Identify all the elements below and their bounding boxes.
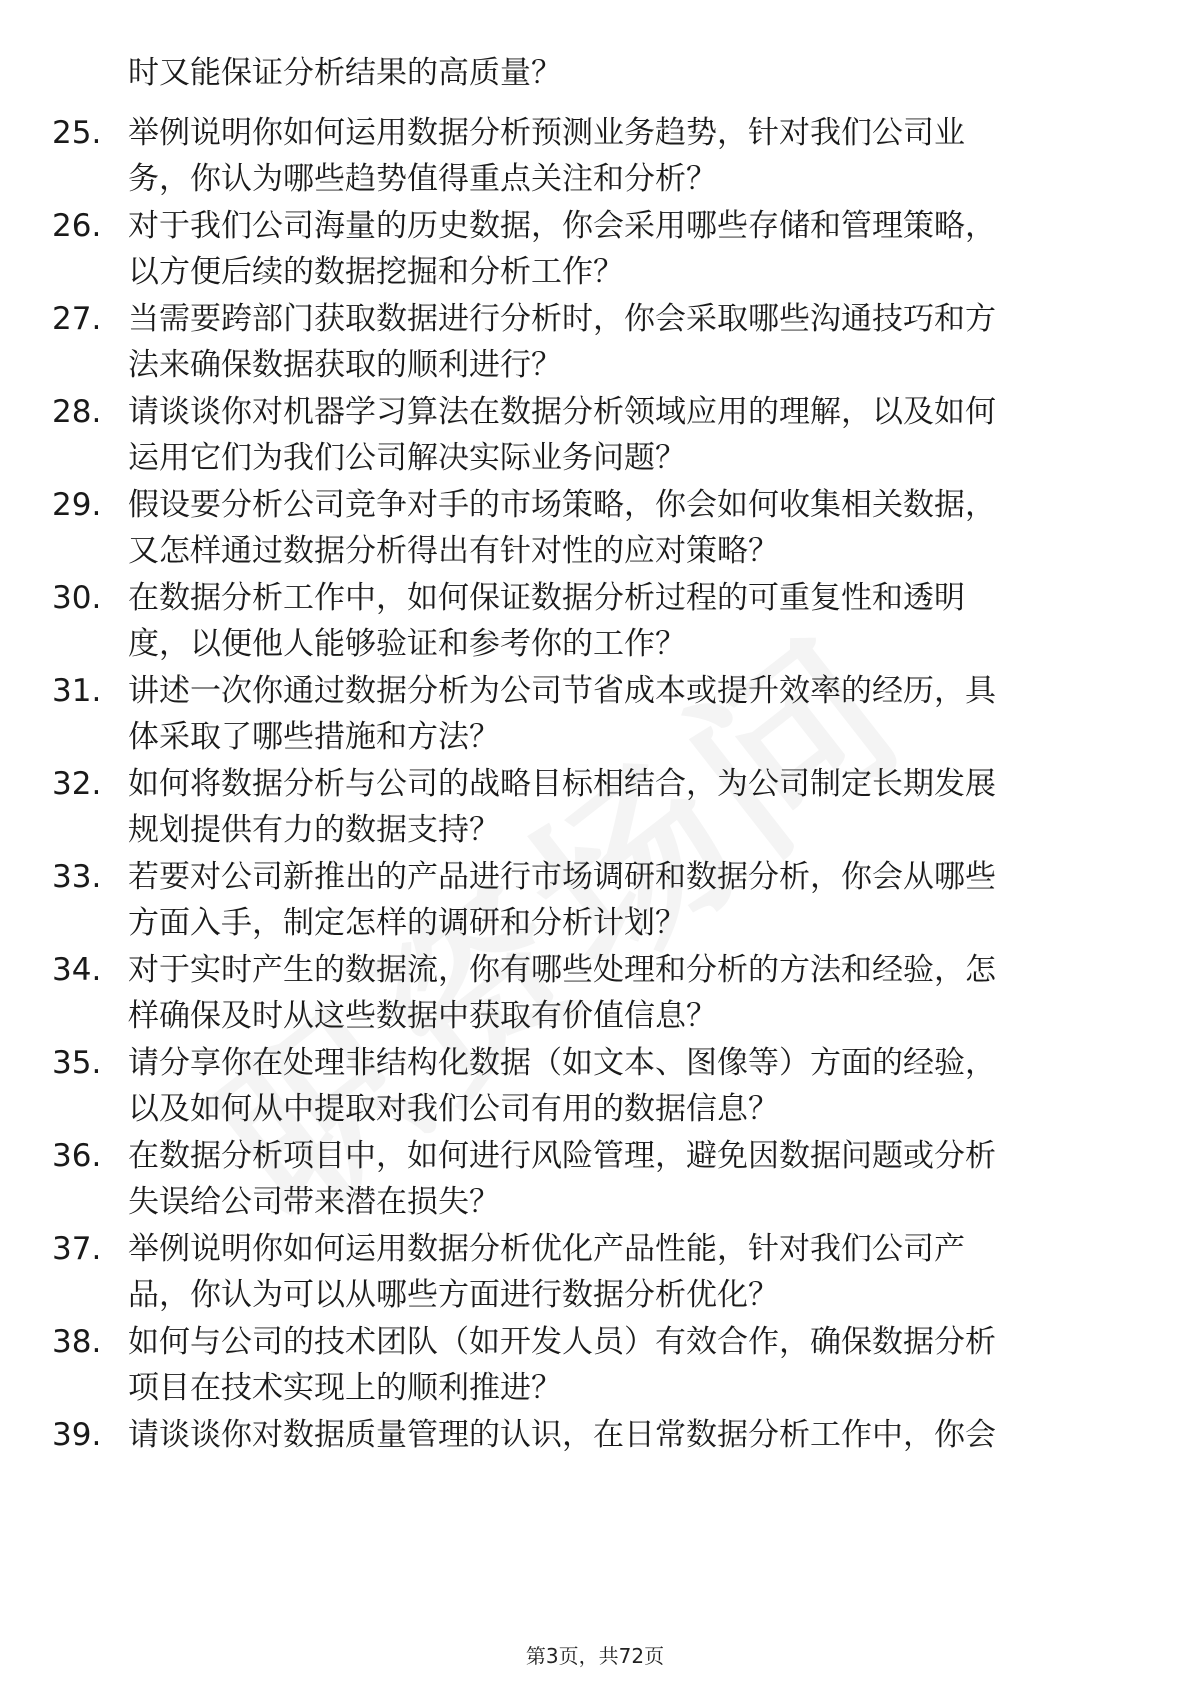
- question-text: [128, 1226, 1128, 1318]
- question-text: [128, 668, 1128, 760]
- question-line: 如何与公司的技术团队（如开发人员）有效合作，确保数据分析: [128, 1324, 996, 1360]
- question-line: 请分享你在处理非结构化数据（如文本、图像等）方面的经验，: [128, 1045, 996, 1081]
- continued-text: 时又能保证分析结果的高质量？: [128, 55, 562, 91]
- question-line: 请谈谈你对机器学习算法在数据分析领域应用的理解，以及如何: [128, 394, 996, 430]
- question-number: 33.: [52, 859, 102, 895]
- question-text: [128, 203, 1128, 295]
- question-number: 31.: [52, 673, 102, 709]
- question-text: [128, 296, 1128, 388]
- question-number: 29.: [52, 487, 102, 523]
- question-number: 36.: [52, 1138, 102, 1174]
- question-line: 举例说明你如何运用数据分析优化产品性能，针对我们公司产: [128, 1231, 965, 1267]
- question-line: 如何将数据分析与公司的战略目标相结合，为公司制定长期发展: [128, 766, 996, 802]
- question-number: 28.: [52, 394, 102, 430]
- question-line: 样确保及时从这些数据中获取有价值信息？: [128, 998, 717, 1034]
- question-number: 39.: [52, 1417, 102, 1453]
- question-text: [128, 947, 1128, 1039]
- question-line: 以及如何从中提取对我们公司有用的数据信息？: [128, 1091, 779, 1127]
- question-text: [128, 389, 1128, 481]
- question-text: [128, 854, 1128, 946]
- question-number: 25.: [52, 115, 102, 151]
- question-number: 32.: [52, 766, 102, 802]
- question-text: [128, 1133, 1128, 1225]
- question-line: 品，你认为可以从哪些方面进行数据分析优化？: [128, 1277, 779, 1313]
- question-line: 体采取了哪些措施和方法？: [128, 719, 500, 755]
- question-text: [128, 110, 1128, 202]
- question-line: 以方便后续的数据挖掘和分析工作？: [128, 254, 624, 290]
- question-line: 假设要分析公司竞争对手的市场策略，你会如何收集相关数据，: [128, 487, 996, 523]
- question-line: 在数据分析项目中，如何进行风险管理，避免因数据问题或分析: [128, 1138, 996, 1174]
- question-line: 在数据分析工作中，如何保证数据分析过程的可重复性和透明: [128, 580, 965, 616]
- question-line: 运用它们为我们公司解决实际业务问题？: [128, 440, 686, 476]
- question-number: 38.: [52, 1324, 102, 1360]
- question-number: 35.: [52, 1045, 102, 1081]
- question-text: [128, 482, 1128, 574]
- question-number: 37.: [52, 1231, 102, 1267]
- question-line: 对于我们公司海量的历史数据，你会采用哪些存储和管理策略，: [128, 208, 996, 244]
- question-number: 34.: [52, 952, 102, 988]
- question-line: 对于实时产生的数据流，你有哪些处理和分析的方法和经验，怎: [128, 952, 996, 988]
- question-number: 26.: [52, 208, 102, 244]
- question-text: [128, 761, 1128, 853]
- question-line: 法来确保数据获取的顺利进行？: [128, 347, 562, 383]
- question-line: 失误给公司带来潜在损失？: [128, 1184, 500, 1220]
- question-line: 度，以便他人能够验证和参考你的工作？: [128, 626, 686, 662]
- question-line: 举例说明你如何运用数据分析预测业务趋势，针对我们公司业: [128, 115, 965, 151]
- question-line: 当需要跨部门获取数据进行分析时，你会采取哪些沟通技巧和方: [128, 301, 996, 337]
- page-footer: 第3页，共72页: [525, 1644, 665, 1668]
- question-line: 请谈谈你对数据质量管理的认识，在日常数据分析工作中，你会: [128, 1417, 996, 1453]
- question-text: [128, 575, 1128, 667]
- question-text: [128, 1319, 1128, 1411]
- question-number: 30.: [52, 580, 102, 616]
- question-text: [128, 1412, 1128, 1458]
- question-line: 若要对公司新推出的产品进行市场调研和数据分析，你会从哪些: [128, 859, 996, 895]
- question-line: 讲述一次你通过数据分析为公司节省成本或提升效率的经历，具: [128, 673, 996, 709]
- question-line: 规划提供有力的数据支持？: [128, 812, 500, 848]
- question-line: 务，你认为哪些趋势值得重点关注和分析？: [128, 161, 717, 197]
- question-line: 项目在技术实现上的顺利推进？: [128, 1370, 562, 1406]
- question-text: [128, 1040, 1128, 1132]
- question-line: 方面入手，制定怎样的调研和分析计划？: [128, 905, 686, 941]
- question-number: 27.: [52, 301, 102, 337]
- question-line: 又怎样通过数据分析得出有针对性的应对策略？: [128, 533, 779, 569]
